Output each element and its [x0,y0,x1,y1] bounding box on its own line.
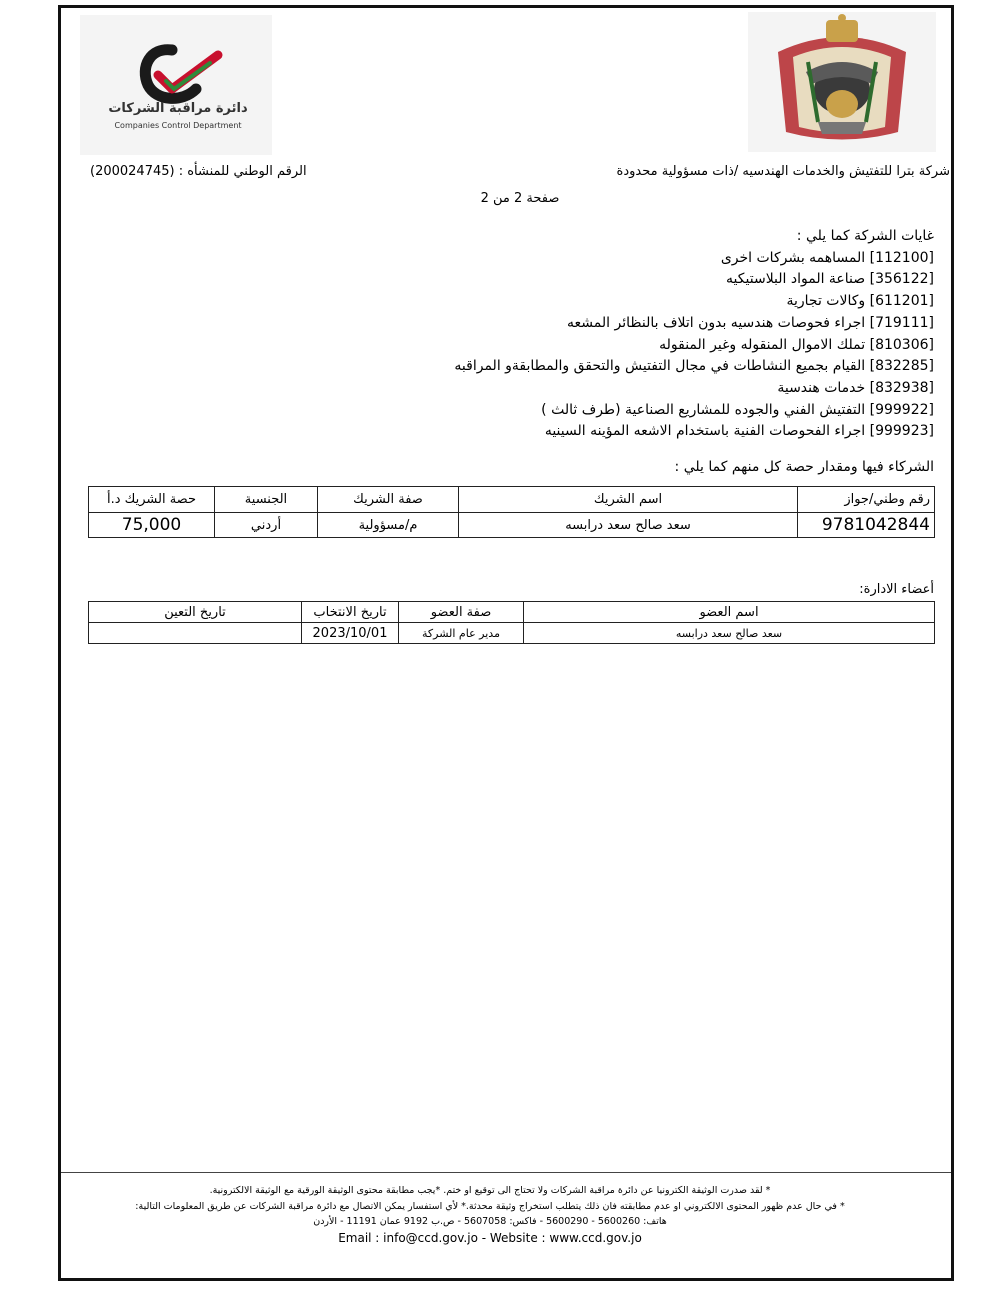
col-partner-name: اسم الشريك [459,487,798,513]
footer-contact-phone: هاتف: 5600260 - 5600290 - فاكس: 5607058 - ص.ب 9192 عمان 11191 - الأردن [313,1216,667,1227]
col-appointment-date: تاريخ التعين [89,602,302,623]
partner-nationality: أردني [215,513,318,538]
purpose-item: [999923] اجراء الفحوصات الفنية باستخدام الاشعه المؤينه السينيه [544,423,934,440]
col-partner-capacity: صفة الشريك [318,487,459,513]
purpose-item: [832285] القيام بجميع النشاطات في مجال التفتيش والتحقق والمطابقةو المراقبه [454,358,934,375]
ccd-logo [80,15,272,155]
company-purposes [374,226,934,443]
purpose-item: [112100] المساهمه بشركات اخرى [720,249,934,266]
purpose-item: [810306] تملك الاموال المنقوله وغير المنقوله [659,336,934,353]
purpose-item: [356122] صناعة المواد البلاستيكيه [726,271,934,288]
partners-title: الشركاء فيها ومقدار حصة كل منهم كما يلي : [674,459,934,475]
coat-of-arms-emblem [748,12,936,152]
page-number: صفحة 2 من 2 [480,191,560,206]
footer-divider [61,1172,951,1173]
purpose-item: [611201] وكالات تجارية [786,293,934,310]
ccd-logo-english-text: Companies Control Department [114,121,242,130]
national-number: الرقم الوطني للمنشأه : (200024745) [90,164,307,179]
appointment-date [89,623,302,644]
partner-capacity: م/مسؤولية [318,513,459,538]
partner-name: سعد صالح سعد درابسه [459,513,798,538]
partner-national-id: 9781042844 [798,513,935,538]
partner-share: 75,000 [89,513,215,538]
col-partner-share: حصة الشريك د.أ [89,487,215,513]
table-header-row [89,487,935,513]
ccd-logo-arabic-text: دائرة مراقبة الشركات [108,101,248,116]
footer-contact-email: Email : info@ccd.gov.jo - Website : www.ccd.gov.jo [338,1231,642,1245]
partners-table [88,486,935,538]
member-role: مدير عام الشركة [399,623,524,644]
col-member-role: صفة العضو [399,602,524,623]
member-name: سعد صالح سعد درابسه [524,623,935,644]
ccd-logo-mark-icon [80,15,272,155]
coat-of-arms-icon [748,12,936,152]
purposes-title: غايات الشركة كما يلي : [796,228,934,244]
purpose-item: [999922] التفتيش الفني والجوده للمشاريع الصناعية (طرف ثالث ) [541,401,934,418]
company-name: شركة بترا للتفتيش والخدمات الهندسيه /ذات مسؤولية محدودة [616,164,950,179]
purpose-item: [832938] خدمات هندسية [777,379,934,396]
table-row [89,623,935,644]
footer-note-1: * لقد صدرت الوثيقة الكترونيا عن دائرة مراقبة الشركات ولا تحتاج الى توقيع او ختم. *يجب مطابقة محتوى الوثيقة الورقية مع الوثيقة الالكترونية. [209,1185,771,1196]
board-members-table [88,601,935,644]
election-date: 2023/10/01 [302,623,399,644]
table-row [89,513,935,538]
board-title: أعضاء الادارة: [859,582,934,597]
footer-note-2: * في حال عدم ظهور المحتوى الالكتروني او عدم مطابقته فان ذلك يتطلب استخراج وثيقة محدثة.* لأي استفسار يمكن الاتصال مع دائرة مراقبة الشركات عن طريق المعلومات التالية: [135,1201,845,1212]
col-national-id: رقم وطني/جواز [798,487,935,513]
col-election-date: تاريخ الانتخاب [302,602,399,623]
table-header-row [89,602,935,623]
col-member-name: اسم العضو [524,602,935,623]
purpose-item: [719111] اجراء فحوصات هندسيه بدون اتلاف بالنظائر المشعه [567,314,934,331]
col-nationality: الجنسية [215,487,318,513]
